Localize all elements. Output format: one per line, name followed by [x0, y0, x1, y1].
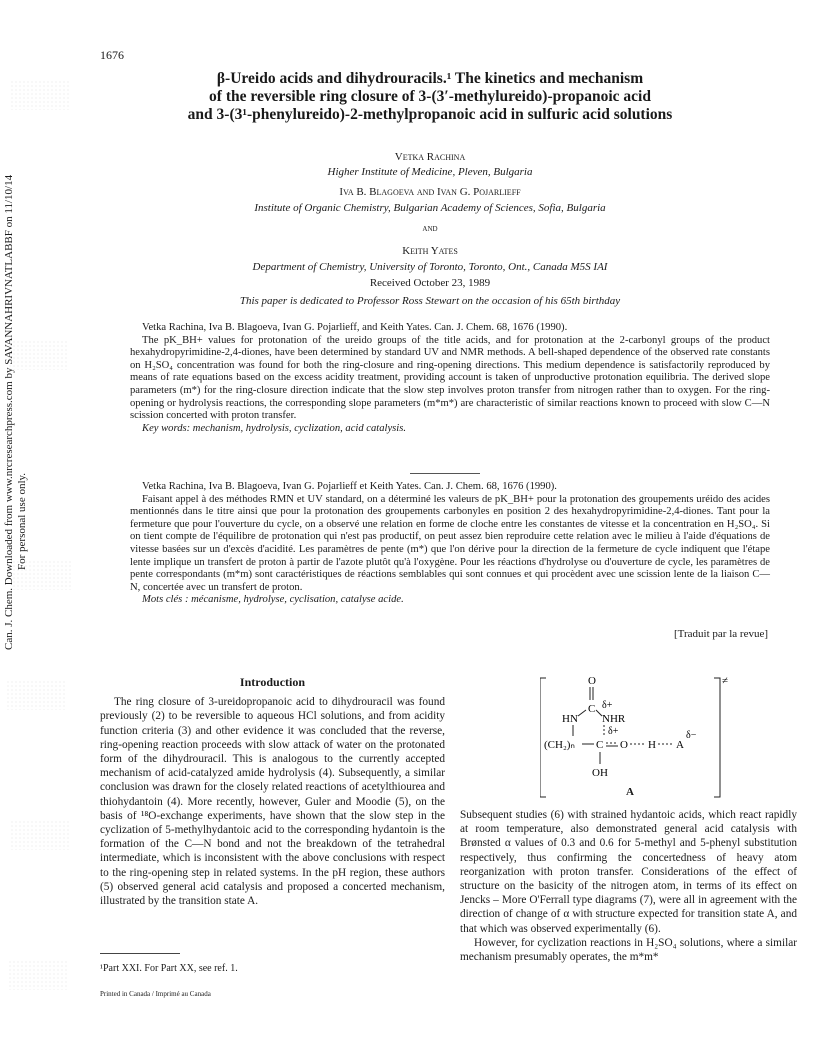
article-title — [90, 70, 770, 124]
abstract-text: The pK_BH+ values for protonation of the ureido groups of the title acids, and for protonation at the 2-carbonyl groups of the product hexahydropyrimidine-2,4-diones, have been determined by standard UV and NMR methods. A bell-shaped dependence of the observed rate constants on H₂SO₄ concentration was found for both the ring-closure and ring-opening directions. This medium dependence is satisfactorily reproduced by means of rate equations based on the excess acidity treatment, providing account is taken of unproductive protonation equilibria. The derived slope parameters (m*) for the ring-closure direction indicate that the slow step involves proton transfer from nitrogen rather than to oxygen. For the ring-opening or hydrolysis reactions, the corresponding slope parameters (m*m*) are characteristic of similar reactions known to proceed with slow C—N scission concerted with proton transfer. — [130, 334, 770, 422]
download-sidebar — [0, 174, 28, 650]
author-2: Iva B. Blagoeva and Ivan G. Pojarlieff — [339, 186, 521, 198]
delta-plus-1: δ+ — [602, 700, 613, 711]
and-separator: and — [422, 223, 438, 234]
atom-o-mid: O — [620, 739, 628, 751]
scan-noise — [8, 960, 68, 990]
printed-in: Printed in Canada / Imprimé au Canada — [100, 990, 211, 998]
page-number: 1676 — [100, 48, 124, 62]
section-heading: Introduction — [239, 675, 306, 689]
abstract-english — [130, 322, 770, 435]
intro-paragraph-1: The ring closure of 3-ureidopropanoic acid to dihydrouracil was found previously (2) to be reversible to aqueous HCl solutions, and from acidity function criteria (3) and other evidence it was concluded that the reverse, ring-opening reaction proceeds with slow attack of water on the protonated form of the dihydrouracil. This is analogous to the currently accepted mechanism of acid-catalyzed amide hydrolysis (4). Subsequently, a similar conclusion was drawn for the closely related reactions of acetylthiourea and thiohydantoin (4). More recently, however, Guler and Moodie (5), on the basis of ¹⁸O-exchange experiments, have shown that the slow step in the cyclization of 5-methylhydantoic acid to the corresponding hydantoin is the formation of the C—N bond and not the breakdown of the tetrahedral intermediate, which is inconsistent with the above conclusions with respect to the ring-opening step in related systems. In the pH region, these authors (5) observed general acid catalysis and proposed a concerted mechanism, illustrated by the transition state A. — [100, 696, 445, 908]
title-line-1: β-Ureido acids and dihydrouracils.¹ The kinetics and mechanism — [216, 70, 644, 87]
received-date: Received October 23, 1989 — [369, 277, 491, 289]
scan-noise — [10, 820, 70, 850]
figure-label: A — [626, 786, 634, 798]
resume-keywords: Mots clés : mécanisme, hydrolyse, cyclisation, catalyse acide. — [142, 594, 404, 606]
atom-oh: OH — [592, 767, 608, 779]
resume-citation: Vetka Rachina, Iva B. Blagoeva, Ivan G. Pojarlieff et Keith Yates. Can. J. Chem. 68, 1676 (1990). — [142, 481, 557, 492]
ch2n-chain: (CH₂)ₙ — [544, 739, 575, 751]
scan-noise — [10, 80, 70, 110]
author-3-affiliation: Department of Chemistry, University of Toronto, Toronto, Ont., Canada M5S IAI — [252, 261, 608, 273]
sidebar-line-2: For personal use only. — [16, 472, 28, 570]
atom-c-center: C — [596, 739, 604, 751]
atom-a-minus: A — [676, 739, 684, 751]
intro-right-column — [460, 808, 797, 964]
divider — [410, 473, 480, 474]
dedication: This paper is dedicated to Professor Ross Stewart on the occasion of his 65th birthday — [239, 295, 621, 307]
delta-minus: δ− — [686, 730, 697, 741]
resume-text: Faisant appel à des méthodes RMN et UV standard, on a déterminé les valeurs de pK_BH+ pour la protonation des groupements uréido des acides mentionnés dans le titre ainsi que pour la protonation des groupements carbonyles en position 2 des hexahydropyrimidine-2,4-diones. Tant pour la fermeture que pour l'ouverture du cycle, on a observé une relation en forme de cloche entre les constantes de vitesse et la concentration en H₂SO₄. Si on tient compte de l'équilibre de protonation qui n'est pas productif, on peut assez bien reproduire cette relation avec le milieu à l'aide d'équations de vitesse basées sur un d'excès d'acidité. Les paramètres de pente (m*) que l'on dérive pour la direction de la fermeture de cycle indiquent que l'étape lente implique un transfert de proton à partir de l'azote plutôt qu'à l'oxygène. Pour les réactions d'hydrolyse ou d'ouverture de cycle, les paramètres de pente correspondants (m*m) sont caractéristiques de réactions semblables qui sont connues et qui procèdent avec une scission lente de la liaison C—N, concertée avec un transfert de proton. — [130, 493, 770, 593]
figure-svg — [540, 672, 730, 802]
title-line-3: and 3-(3¹-phenylureido)-2-methylpropanoic acid in sulfuric acid solutions — [187, 106, 673, 123]
intro-paragraph-2: Subsequent studies (6) with strained hydantoic acids, which react rapidly at room temperature, also demonstrated general acid catalysis with Brønsted α values of 0.3 and 0.6 for 5-methyl and 5-phenyl substitution respectively, thus confirming the concertedness of heavy atom reorganization with proton transfer. Considerations of the effect of structure on the basicity of the nitrogen atom, in terms of its effect on Jencks – More O'Ferrall type diagrams (7), were all in agreement with the direction of change of α with structure expected for transition state A, and that which was observed experimentally (6). — [460, 809, 797, 935]
footnote: ¹Part XXI. For Part XX, see ref. 1. — [100, 963, 238, 974]
author-1: Vetka Rachina — [394, 151, 466, 163]
author-2-affiliation: Institute of Organic Chemistry, Bulgarian Academy of Sciences, Sofia, Bulgaria — [254, 202, 606, 214]
author-3: Keith Yates — [402, 245, 458, 257]
sidebar-line-1: Can. J. Chem. Downloaded from www.nrcresearchpress.com by SAVANNAHRIVNATLABBF on 11/10/14 — [3, 174, 15, 650]
abstract-citation: Vetka Rachina, Iva B. Blagoeva, Ivan G. Pojarlieff, and Keith Yates. Can. J. Chem. 68, 1676 (1990). — [142, 322, 568, 333]
intro-left-column — [100, 675, 445, 908]
scan-noise — [6, 680, 66, 710]
atom-hn: HN — [562, 713, 578, 725]
atom-h: H — [648, 739, 656, 751]
translation-note: [Traduit par la revue] — [674, 628, 768, 640]
transition-symbol: ≠ — [722, 675, 729, 687]
abstract-keywords: Key words: mechanism, hydrolysis, cyclization, acid catalysis. — [142, 422, 407, 434]
atom-o-top: O — [588, 675, 596, 687]
atom-c-carbonyl: C — [588, 703, 596, 715]
atom-nhr: NHR — [602, 713, 626, 725]
title-line-2: of the reversible ring closure of 3-(3′-methylureido)-propanoic acid — [209, 88, 651, 105]
footnote-rule — [100, 953, 180, 954]
transition-state-figure — [540, 672, 730, 802]
intro-paragraph-3: However, for cyclization reactions in H₂SO₄ solutions, where a similar mechanism presumably operates, the m*m* — [460, 936, 797, 964]
abstract-french — [130, 481, 770, 607]
delta-plus-2: δ+ — [608, 726, 619, 737]
author-1-affiliation: Higher Institute of Medicine, Pleven, Bulgaria — [327, 166, 533, 178]
